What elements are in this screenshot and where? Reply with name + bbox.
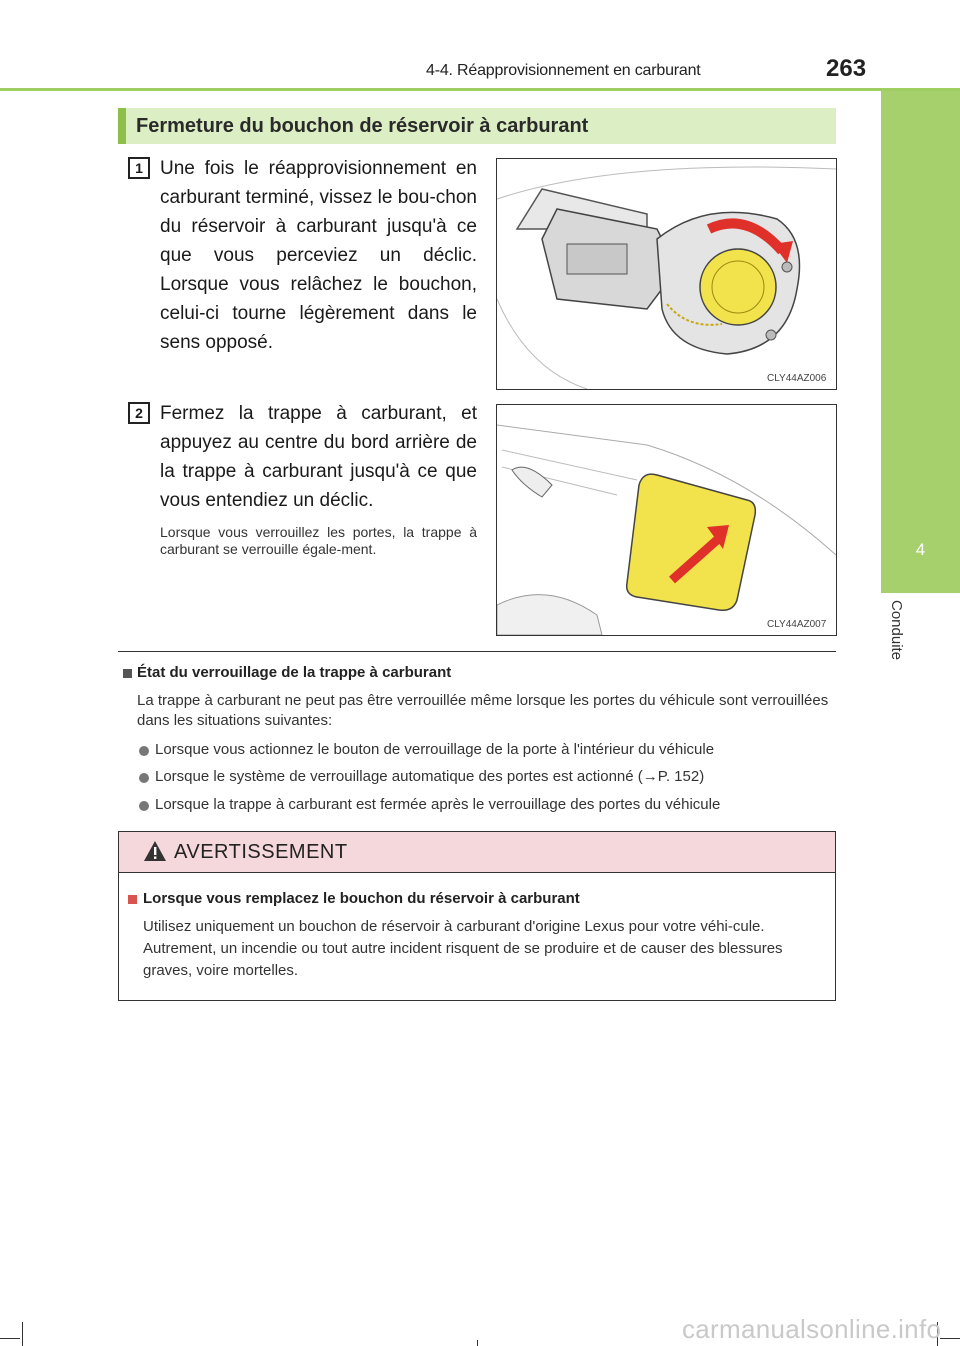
step-2-note: Lorsque vous verrouillez les portes, la trappe à carburant se verrouille égale-ment. (160, 524, 477, 557)
warning-label: AVERTISSEMENT (174, 841, 348, 863)
crop-mark (22, 1322, 23, 1346)
fuel-cap-icon (700, 249, 776, 325)
info-bullet-1: Lorsque vous actionnez le bouton de verrouillage de la porte à l'intérieur du véhicule (155, 741, 715, 758)
figure-2-code: CLY44AZ007 (767, 619, 827, 630)
bullet-dot-icon (139, 773, 149, 783)
figure-1-code: CLY44AZ006 (767, 373, 827, 384)
fuel-door-illustration (497, 405, 836, 635)
warning-text: Utilisez uniquement un bouchon de réservoir à carburant d'origine Lexus pour votre véhi-cule. Autrement, un incendie ou tout autre incident risquent de se produire et de causer des blessures graves, voire mortelles. (143, 918, 783, 979)
header-rule (0, 88, 960, 91)
fuel-door-icon (627, 474, 756, 610)
crop-mark (477, 1340, 478, 1346)
page-number: 263 (826, 55, 867, 82)
warning-triangle-icon (143, 840, 167, 862)
step-number-2: 2 (128, 402, 150, 424)
warning-square-bullet-icon (128, 895, 137, 904)
square-bullet-icon (123, 669, 132, 678)
info-text: La trappe à carburant ne peut pas être verrouillée même lorsque les portes du véhicule sont verrouillées dans les situations suivantes: (137, 692, 829, 729)
section-title: Fermeture du bouchon de réservoir à carburant (118, 108, 836, 144)
chapter-side-tab (881, 91, 960, 593)
step-number-1: 1 (128, 157, 150, 179)
bullet-dot-icon (139, 801, 149, 811)
chapter-number: 4 (915, 540, 926, 559)
figure-fuel-door (496, 404, 837, 636)
section-divider (118, 651, 836, 652)
fuel-cap-illustration (497, 159, 836, 389)
crop-mark (0, 1338, 20, 1339)
crop-mark (940, 1338, 960, 1339)
running-header-section: 4-4. Réapprovisionnement en carburant (426, 62, 701, 79)
info-bullet-2: Lorsque le système de verrouillage automatique des portes est actionné (→P. 152) (155, 768, 705, 785)
figure-fuel-cap (496, 158, 837, 390)
step-2-text: Fermez la trappe à carburant, et appuyez au centre du bord arrière de la trappe à carburant jusqu'à ce que vous entendiez un déclic. (160, 403, 477, 511)
info-title: État du verrouillage de la trappe à carburant (137, 664, 452, 681)
step-1-text: Une fois le réapprovisionnement en carburant terminé, vissez le bou-chon du réservoir à carburant jusqu'à ce que vous perceviez un déclic. Lorsque vous relâchez le bouchon, celui-ci tourne légèrement dans le sens opposé. (160, 158, 477, 353)
watermark: carmanualsonline.info (682, 1314, 942, 1344)
bullet-dot-icon (139, 746, 149, 756)
warning-title: Lorsque vous remplacez le bouchon du réservoir à carburant (143, 890, 580, 907)
chapter-label: Conduite (888, 600, 905, 661)
info-bullet-3: Lorsque la trappe à carburant est fermée après le verrouillage des portes du véhicule (155, 796, 721, 813)
